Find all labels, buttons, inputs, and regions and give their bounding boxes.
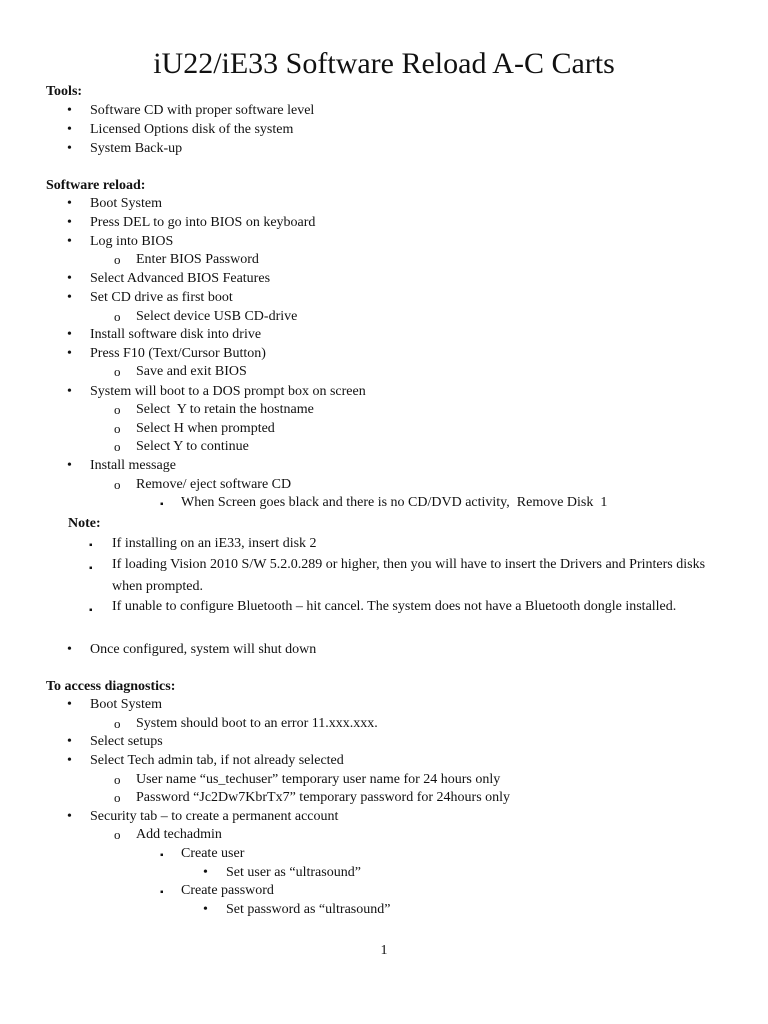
- list-item: o Select Y to retain the hostname: [114, 402, 314, 417]
- circle-bullet-icon: o: [114, 790, 121, 805]
- list-item: ▪ If unable to configure Bluetooth – hit cancel. The system does not have a Bluetooth dongle installed.: [112, 596, 712, 618]
- circle-bullet-icon: o: [114, 477, 121, 492]
- bullet-icon: •: [67, 734, 72, 749]
- list-item: • Install software disk into drive: [67, 327, 262, 342]
- document-title: iU22/iE33 Software Reload A-C Carts: [153, 47, 615, 80]
- list-item: o Remove/ eject software CD: [114, 477, 292, 492]
- square-bullet-icon: ▪: [160, 850, 164, 861]
- list-item: • Once configured, system will shut down: [67, 642, 317, 657]
- list-item: • Security tab – to create a permanent account: [67, 809, 339, 824]
- list-item: • Set CD drive as first boot: [67, 290, 233, 305]
- bullet-icon: •: [67, 234, 72, 249]
- bullet-icon: •: [67, 122, 72, 137]
- list-item: • Software CD with proper software level: [67, 103, 315, 118]
- list-item: • System Back-up: [67, 141, 183, 156]
- list-item: • Select Advanced BIOS Features: [67, 271, 271, 286]
- list-item: • Boot System: [67, 196, 162, 211]
- list-item: • Set user as “ultrasound”: [203, 865, 361, 880]
- list-item: • Set password as “ultrasound”: [203, 902, 391, 917]
- diagnostics-heading: To access diagnostics:: [46, 679, 176, 694]
- bullet-icon: •: [67, 103, 72, 118]
- bullet-icon: •: [67, 346, 72, 361]
- bullet-icon: •: [67, 141, 72, 156]
- bullet-icon: •: [67, 809, 72, 824]
- list-item: • Press F10 (Text/Cursor Button): [67, 346, 266, 361]
- list-item: • Log into BIOS: [67, 234, 174, 249]
- list-item: ▪ If installing on an iE33, insert disk 2: [112, 535, 317, 553]
- list-item: o Select Y to continue: [114, 439, 249, 454]
- bullet-icon: •: [67, 327, 72, 342]
- list-item: o Save and exit BIOS: [114, 364, 247, 379]
- page-number: 1: [380, 943, 388, 958]
- list-item: • Boot System: [67, 697, 162, 712]
- list-item: o Select device USB CD-drive: [114, 309, 298, 324]
- square-bullet-icon: ▪: [89, 563, 93, 574]
- list-item: ▪ When Screen goes black and there is no CD/DVD activity, Remove Disk 1: [181, 494, 607, 512]
- circle-bullet-icon: o: [114, 364, 121, 379]
- circle-bullet-icon: o: [114, 716, 121, 731]
- list-item: • Select setups: [67, 734, 163, 749]
- square-bullet-icon: ▪: [160, 887, 164, 898]
- list-item: • Press DEL to go into BIOS on keyboard: [67, 215, 316, 230]
- list-item: • Install message: [67, 458, 176, 473]
- list-item: ▪ Create user: [181, 845, 244, 863]
- circle-bullet-icon: o: [114, 827, 121, 842]
- list-item: o Enter BIOS Password: [114, 252, 259, 267]
- list-item: • Licensed Options disk of the system: [67, 122, 294, 137]
- bullet-icon: •: [67, 642, 72, 657]
- circle-bullet-icon: o: [114, 439, 121, 454]
- list-item: o Select H when prompted: [114, 421, 275, 436]
- circle-bullet-icon: o: [114, 421, 121, 436]
- list-item: • System will boot to a DOS prompt box on screen: [67, 384, 366, 399]
- bullet-icon: •: [203, 865, 208, 880]
- bullet-icon: •: [67, 215, 72, 230]
- bullet-icon: •: [67, 697, 72, 712]
- bullet-icon: •: [67, 458, 72, 473]
- circle-bullet-icon: o: [114, 402, 121, 417]
- bullet-icon: •: [67, 196, 72, 211]
- square-bullet-icon: ▪: [89, 605, 93, 616]
- list-item: ▪ If loading Vision 2010 S/W 5.2.0.289 or higher, then you will have to insert the Drivers and Printers disks when prompted.: [89, 557, 706, 594]
- list-item: • Select Tech admin tab, if not already selected: [67, 753, 344, 768]
- tools-heading: Tools:: [46, 84, 83, 99]
- bullet-icon: •: [67, 384, 72, 399]
- bullet-icon: •: [67, 271, 72, 286]
- list-item: o System should boot to an error 11.xxx.xxx.: [114, 716, 378, 731]
- square-bullet-icon: ▪: [89, 540, 93, 551]
- circle-bullet-icon: o: [114, 252, 121, 267]
- bullet-icon: •: [67, 753, 72, 768]
- software-reload-heading: Software reload:: [46, 178, 146, 193]
- circle-bullet-icon: o: [114, 309, 121, 324]
- bullet-icon: •: [67, 290, 72, 305]
- circle-bullet-icon: o: [114, 772, 121, 787]
- note-heading: Note:: [68, 516, 101, 531]
- list-item: o Password “Jc2Dw7KbrTx7” temporary password for 24hours only: [114, 790, 511, 805]
- bullet-icon: •: [203, 902, 208, 917]
- square-bullet-icon: ▪: [160, 499, 164, 510]
- list-item: ▪ Create password: [181, 882, 274, 900]
- list-item: o User name “us_techuser” temporary user name for 24 hours only: [114, 772, 501, 787]
- list-item: o Add techadmin: [114, 827, 222, 842]
